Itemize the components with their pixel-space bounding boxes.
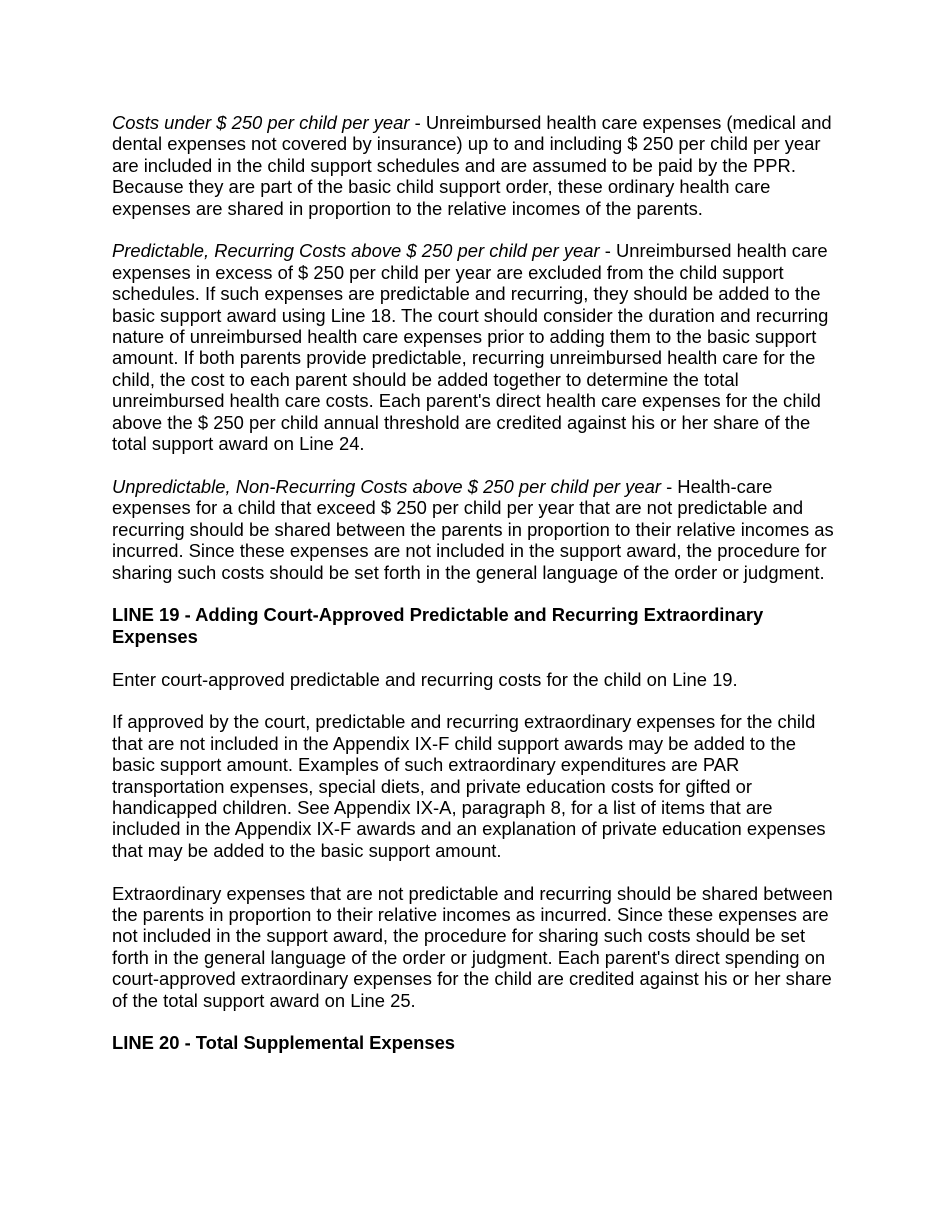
paragraph-unpredictable-nonrecurring <box>112 476 842 583</box>
paragraph-approved-extraordinary: If approved by the court, predictable and recurring extraordinary expenses for the child that are not included in the Appendix IX-F child support awards may be added to the basic support amount. Examples of such extraordinary expenditures are PAR transportation expenses, special diets, and private education costs for gifted or handicapped children. See Appendix IX-A, paragraph 8, for a list of items that are included in the Appendix IX-F awards and an explanation of private education expenses that may be added to the basic support amount. <box>112 711 826 861</box>
paragraph-body: - Health-care expenses for a child that exceed $ 250 per child per year that are not predictable and recurring should be shared between the parents in proportion to their relative incomes as incurred. Since these expenses are not included in the support award, the procedure for sharing such costs should be set forth in the general language of the order or judgment. <box>112 475 834 583</box>
paragraph-extraordinary-shared: Extraordinary expenses that are not predictable and recurring should be shared between the parents in proportion to their relative incomes as incurred. Since these expenses are not included in the support award, the procedure for sharing such costs should be set forth in the general language of the order or judgment. Each parent's direct spending on court-approved extraordinary expenses for the child are credited against his or her share of the total support award on Line 25. <box>112 882 833 1011</box>
paragraph-enter-line-19: Enter court-approved predictable and recurring costs for the child on Line 19. <box>112 668 738 690</box>
paragraph-lead: Predictable, Recurring Costs above $ 250 per child per year <box>112 240 600 262</box>
paragraph-costs-under-250 <box>112 112 842 219</box>
paragraph-lead: Costs under $ 250 per child per year <box>112 112 410 133</box>
section-heading-line-20: LINE 20 - Total Supplemental Expenses <box>112 1032 456 1054</box>
paragraph-body: - Unreimbursed health care expenses in excess of $ 250 per child per year are excluded from the child support schedules. If such expenses are predictable and recurring, they should be added to the basic support award using Line 18. The court should consider the duration and recurring nature of unreimbursed health care expenses prior to adding them to the basic support amount. If both parents provide predictable, recurring unreimbursed health care for the child, the cost to each parent should be added together to determine the total unreimbursed health care costs. Each parent's direct health care expenses for the child above the $ 250 per child annual threshold are credited against his or her share of the total support award on Line 24. <box>112 240 829 455</box>
paragraph-lead: Unpredictable, Non-Recurring Costs above $ 250 per child per year <box>112 475 661 497</box>
paragraph-body: - Unreimbursed health care expenses (medical and dental expenses not covered by insurance) up to and including $ 250 per child per year are included in the child support schedules and are assumed to be paid by the PPR. Because they are part of the basic child support order, these ordinary health care expenses are shared in proportion to the relative incomes of the parents. <box>112 112 832 219</box>
document-page <box>112 112 842 1075</box>
paragraph-predictable-recurring <box>112 240 842 454</box>
section-heading-line-19: LINE 19 - Adding Court-Approved Predictable and Recurring Extraordinary Expenses <box>112 604 764 647</box>
